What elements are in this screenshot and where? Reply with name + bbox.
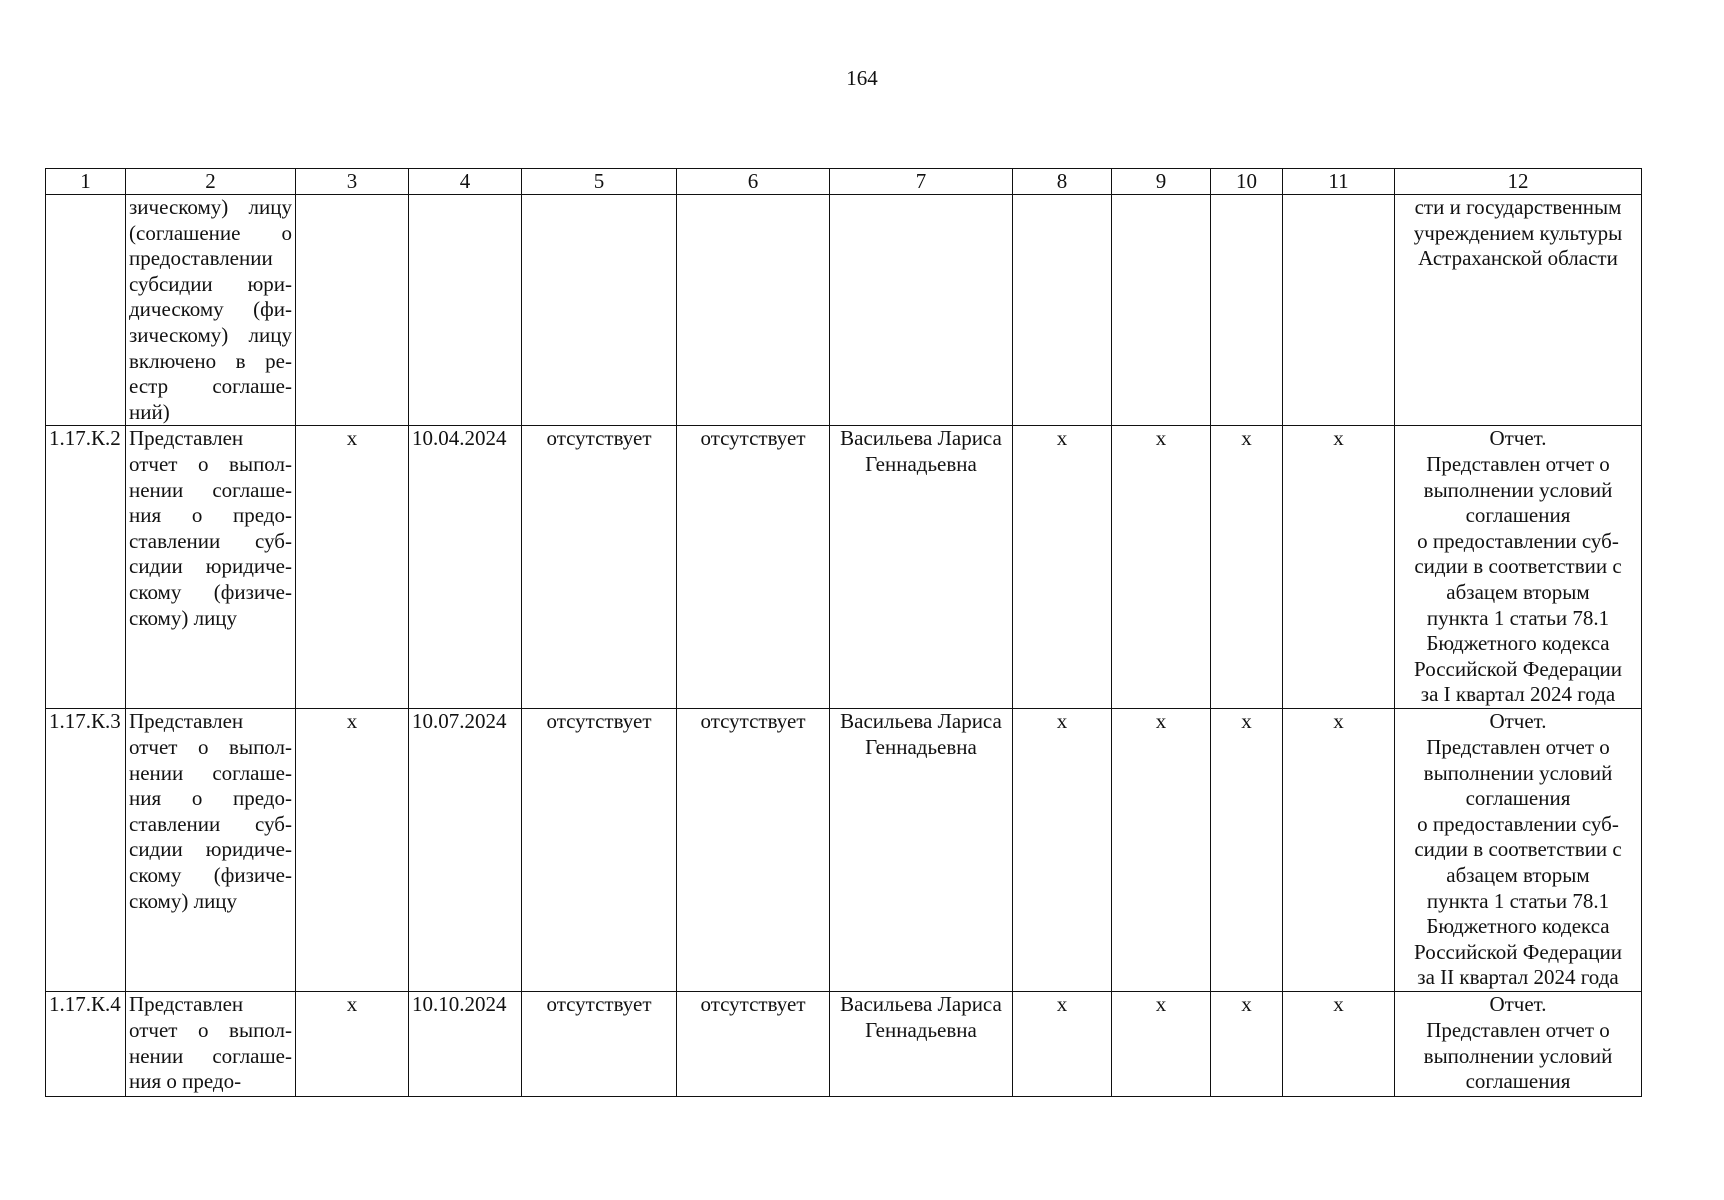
date-value: 10.07.2024 — [412, 709, 507, 734]
col3-value: x — [346, 426, 358, 451]
result-line: за II квартал 2024 года — [1417, 965, 1619, 990]
description-line: предоставлении — [129, 246, 273, 271]
responsible-cell — [830, 709, 1013, 992]
col5-cell — [522, 195, 677, 426]
responsible-line: Геннадьевна — [865, 1017, 977, 1042]
date-value: 10.04.2024 — [412, 426, 507, 451]
result-line: выполнении условий — [1423, 1043, 1613, 1068]
result-line: пункта 1 статьи 78.1 — [1426, 605, 1610, 630]
table-row — [46, 709, 1642, 992]
col5-value: отсутствует — [546, 426, 652, 451]
col10-cell — [1211, 709, 1283, 992]
description-line: зическому) лицу — [129, 195, 292, 219]
description-line: включено в ре- — [129, 348, 292, 373]
col10-cell — [1211, 426, 1283, 709]
description-line: скому (физиче- — [129, 862, 292, 887]
item-number-cell — [46, 992, 126, 1097]
col10-value: x — [1241, 426, 1252, 451]
col11-cell — [1283, 195, 1395, 426]
table-row — [46, 195, 1642, 426]
result-cell — [1395, 195, 1642, 426]
col8-cell — [1013, 992, 1112, 1097]
col6-cell — [677, 992, 830, 1097]
col8-value: x — [1056, 992, 1068, 1017]
col3-cell — [296, 426, 409, 709]
description-line: ний) — [129, 399, 170, 424]
result-line: выполнении условий — [1423, 760, 1613, 785]
description-line: естр соглаше- — [129, 374, 292, 399]
col6-value: отсутствует — [700, 426, 806, 451]
header-row — [46, 169, 1642, 195]
header-cell: 11 — [1283, 169, 1395, 195]
table-row — [46, 426, 1642, 709]
result-cell — [1395, 709, 1642, 992]
description-line: Представлен — [129, 426, 244, 451]
header-cell: 8 — [1013, 169, 1112, 195]
item-number-cell — [46, 426, 126, 709]
col11-value: x — [1333, 992, 1344, 1017]
col8-value: x — [1056, 709, 1068, 734]
description-line: отчет о выпол- — [129, 1017, 292, 1042]
item-number: 1.17.К.2 — [49, 426, 121, 451]
item-number-cell — [46, 195, 126, 426]
item-number: 1.17.К.4 — [49, 992, 121, 1017]
result-cell — [1395, 992, 1642, 1097]
result-line: пункта 1 статьи 78.1 — [1426, 888, 1610, 913]
responsible-cell — [830, 992, 1013, 1097]
description-line: нении соглаше- — [129, 1043, 292, 1068]
description-line: сидии юридиче- — [129, 837, 292, 862]
description-line: скому) лицу — [129, 888, 238, 913]
result-line: о предоставлении суб- — [1417, 528, 1619, 553]
description-line: зическому) лицу — [129, 322, 292, 347]
col3-cell — [296, 709, 409, 992]
col5-value: отсутствует — [546, 992, 652, 1017]
result-line: Представлен отчет о — [1426, 451, 1610, 476]
col6-cell — [677, 195, 830, 426]
page-number: 164 — [846, 66, 878, 90]
responsible-cell — [830, 195, 1013, 426]
date-cell — [409, 992, 522, 1097]
responsible-line: Васильева Лариса — [840, 709, 1002, 734]
col10-value: x — [1241, 709, 1252, 734]
col9-cell — [1112, 992, 1211, 1097]
col9-value: x — [1155, 709, 1167, 734]
responsible-line: Васильева Лариса — [840, 426, 1002, 451]
report-table — [45, 168, 1642, 1097]
col9-cell — [1112, 426, 1211, 709]
result-cell — [1395, 426, 1642, 709]
header-cell: 9 — [1112, 169, 1211, 195]
col11-cell — [1283, 426, 1395, 709]
result-line: Представлен отчет о — [1426, 1017, 1610, 1042]
description-line: отчет о выпол- — [129, 451, 292, 476]
col5-cell — [522, 709, 677, 992]
col11-cell — [1283, 992, 1395, 1097]
description-line: Представлен — [129, 992, 244, 1017]
col3-cell — [296, 195, 409, 426]
result-line: соглашения — [1465, 503, 1571, 528]
col3-value: x — [346, 992, 358, 1017]
col6-cell — [677, 426, 830, 709]
result-line: Отчет. — [1489, 992, 1547, 1017]
col8-value: x — [1056, 426, 1068, 451]
col6-value: отсутствует — [700, 709, 806, 734]
col9-cell — [1112, 709, 1211, 992]
result-line: Представлен отчет о — [1426, 734, 1610, 759]
col5-value: отсутствует — [546, 709, 652, 734]
description-line: ставлении суб- — [129, 811, 292, 836]
description-line: нении соглаше- — [129, 760, 292, 785]
header-cell: 4 — [409, 169, 522, 195]
result-line: сидии в соответствии с — [1414, 837, 1622, 862]
description-line: скому (физиче- — [129, 579, 292, 604]
result-line: соглашения — [1465, 1069, 1571, 1094]
description-cell — [126, 426, 296, 709]
result-line: за I квартал 2024 года — [1420, 682, 1616, 707]
description-line: ставлении суб- — [129, 528, 292, 553]
result-line: Астраханской области — [1418, 246, 1618, 271]
col10-cell — [1211, 992, 1283, 1097]
description-line: ния о предо- — [129, 503, 292, 528]
col6-value: отсутствует — [700, 992, 806, 1017]
col8-cell — [1013, 195, 1112, 426]
col8-cell — [1013, 426, 1112, 709]
item-number: 1.17.К.3 — [49, 709, 121, 734]
result-line: соглашения — [1465, 786, 1571, 811]
col11-cell — [1283, 709, 1395, 992]
date-cell — [409, 426, 522, 709]
description-cell — [126, 195, 296, 426]
header-cell: 10 — [1211, 169, 1283, 195]
col6-cell — [677, 709, 830, 992]
responsible-line: Васильева Лариса — [840, 992, 1002, 1017]
header-cell: 3 — [296, 169, 409, 195]
result-line: Отчет. — [1489, 426, 1547, 451]
header-cell: 12 — [1395, 169, 1642, 195]
description-line: сидии юридиче- — [129, 554, 292, 579]
header-cell: 6 — [677, 169, 830, 195]
result-line: о предоставлении суб- — [1417, 811, 1619, 836]
header-cell: 2 — [126, 169, 296, 195]
responsible-line: Геннадьевна — [865, 734, 977, 759]
result-line: выполнении условий — [1423, 477, 1613, 502]
date-cell — [409, 709, 522, 992]
header-cell: 7 — [830, 169, 1013, 195]
col11-value: x — [1333, 426, 1344, 451]
col5-cell — [522, 992, 677, 1097]
description-line: ния о предо- — [129, 786, 292, 811]
col3-cell — [296, 992, 409, 1097]
col9-cell — [1112, 195, 1211, 426]
description-cell — [126, 709, 296, 992]
header-cell: 1 — [46, 169, 126, 195]
description-cell — [126, 992, 296, 1097]
table-row — [46, 992, 1642, 1097]
result-line: Бюджетного кодекса — [1426, 914, 1610, 939]
col11-value: x — [1333, 709, 1344, 734]
description-line: ния о предо- — [129, 1069, 242, 1094]
result-line: абзацем вторым — [1446, 862, 1590, 887]
date-value: 10.10.2024 — [412, 992, 507, 1017]
description-line: отчет о выпол- — [129, 734, 292, 759]
responsible-line: Геннадьевна — [865, 451, 977, 476]
description-line: скому) лицу — [129, 605, 238, 630]
col5-cell — [522, 426, 677, 709]
col9-value: x — [1155, 426, 1167, 451]
item-number-cell — [46, 709, 126, 992]
description-line: (соглашение о — [129, 220, 292, 245]
result-line: Российской Федерации — [1414, 939, 1622, 964]
description-line: дическому (фи- — [129, 297, 292, 322]
header-cell: 5 — [522, 169, 677, 195]
col8-cell — [1013, 709, 1112, 992]
col9-value: x — [1155, 992, 1167, 1017]
description-line: Представлен — [129, 709, 244, 734]
result-line: Российской Федерации — [1414, 656, 1622, 681]
date-cell — [409, 195, 522, 426]
col10-value: x — [1241, 992, 1252, 1017]
result-line: Бюджетного кодекса — [1426, 631, 1610, 656]
responsible-cell — [830, 426, 1013, 709]
col10-cell — [1211, 195, 1283, 426]
description-line: субсидии юри- — [129, 271, 292, 296]
result-line: сти и государственным — [1414, 195, 1622, 219]
result-line: абзацем вторым — [1446, 579, 1590, 604]
description-line: нении соглаше- — [129, 477, 292, 502]
result-line: сидии в соответствии с — [1414, 554, 1622, 579]
result-line: учреждением культуры — [1413, 220, 1623, 245]
result-line: Отчет. — [1489, 709, 1547, 734]
col3-value: x — [346, 709, 358, 734]
